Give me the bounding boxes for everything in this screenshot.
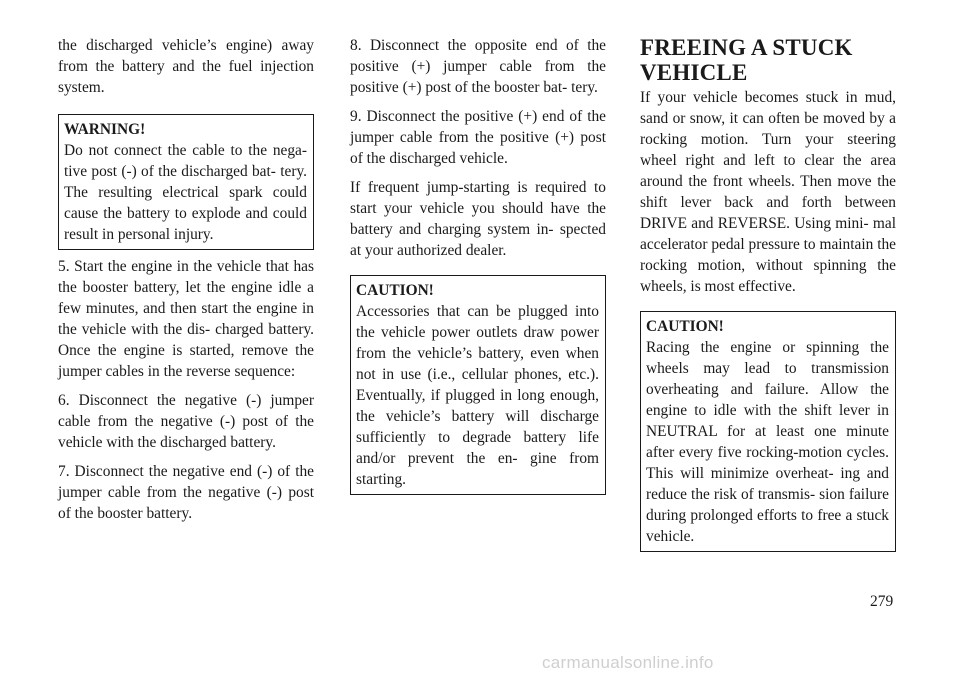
caution-body-2: Racing the engine or spinning the wheels may lead to transmission overheating and failure. Allow the engine to idle with the shift lever in NEUTRAL for at least one minute after every five rocking-motion cycles. This will minimize overheat- ing and reduce the risk of transmis- sion failure during prolonged efforts to free a stuck vehicle. bbox=[646, 339, 889, 545]
step-8: 8. Disconnect the opposite end of the positive (+) jumper cable from the positive (+) post of the booster bat- tery. bbox=[350, 37, 606, 96]
jump-start-note: If frequent jump-starting is required to start your vehicle you should have the battery and charging system in- spected at your authorized dealer. bbox=[350, 179, 606, 259]
step-7: 7. Disconnect the negative end (-) of the jumper cable from the negative (-) post of the booster battery. bbox=[58, 463, 314, 522]
watermark: carmanualsonline.info bbox=[542, 653, 714, 672]
section-heading: FREEING A STUCK VEHICLE bbox=[640, 35, 853, 85]
step-6: 6. Disconnect the negative (-) jumper cable from the negative (-) post of the vehicle with the discharged battery. bbox=[58, 392, 314, 451]
column-right bbox=[640, 35, 896, 558]
caution-box-accessories bbox=[350, 275, 606, 495]
page-number: 279 bbox=[870, 593, 894, 610]
warning-body: Do not connect the cable to the nega- tive post (-) of the discharged bat- tery. The resulting electrical spark could cause the battery to explode and could result in personal injury. bbox=[64, 142, 307, 243]
warning-box bbox=[58, 114, 314, 250]
column-middle bbox=[350, 35, 606, 501]
step-5: 5. Start the engine in the vehicle that has the booster battery, let the engine idle a few minutes, and then start the engine in the vehicle with the dis- charged battery. Once the engine is started, remove the jumper cables in the reverse sequence: bbox=[58, 258, 314, 380]
step-9: 9. Disconnect the positive (+) end of the jumper cable from the positive (+) post of the discharged vehicle. bbox=[350, 108, 606, 167]
caution-title-2: CAUTION! bbox=[646, 318, 724, 335]
caution-title: CAUTION! bbox=[356, 282, 434, 299]
warning-title: WARNING! bbox=[64, 121, 146, 138]
stuck-vehicle-paragraph: If your vehicle becomes stuck in mud, sand or snow, it can often be moved by a rocking motion. Turn your steering wheel right and left to clear the area around the front wheels. Then move the shift lever back and forth between DRIVE and REVERSE. Using mini- mal accelerator pedal pressure to maintain the rocking motion, without spinning the wheels, is most effective. bbox=[640, 89, 896, 295]
column-left bbox=[58, 35, 314, 532]
caution-body: Accessories that can be plugged into the vehicle power outlets draw power from the vehicle’s battery, even when not in use (i.e., cellular phones, etc.). Eventually, if plugged in long enough, the vehicle’s battery will discharge sufficiently to degrade battery life and/or prevent the en- gine from starting. bbox=[356, 303, 599, 488]
caution-box-rocking bbox=[640, 311, 896, 552]
intro-paragraph: the discharged vehicle’s engine) away from the battery and the fuel injection system. bbox=[58, 37, 314, 96]
